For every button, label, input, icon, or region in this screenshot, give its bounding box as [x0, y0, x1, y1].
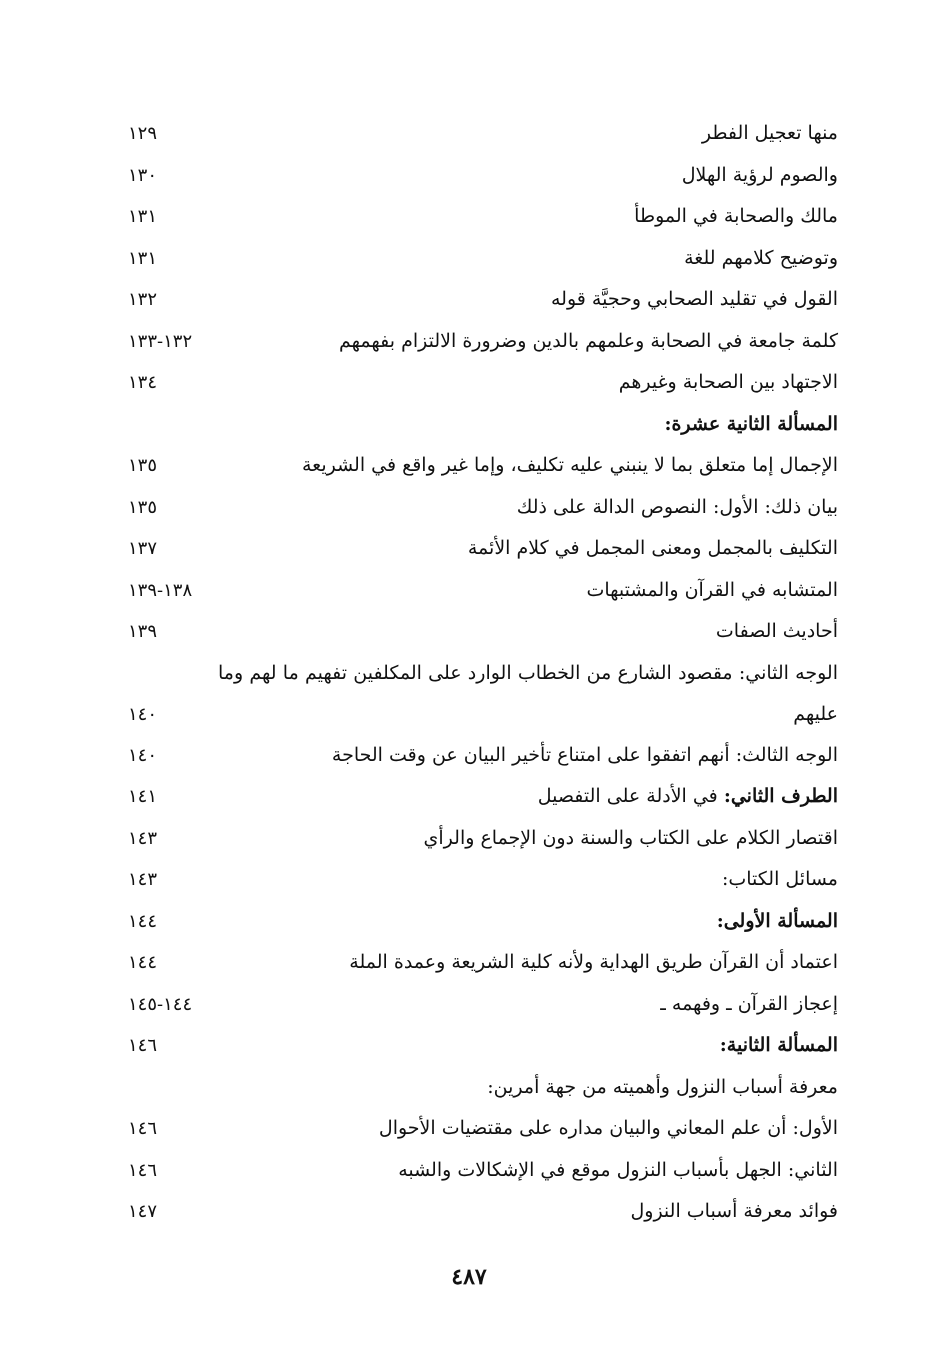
toc-entry: [128, 984, 838, 1026]
toc-entry: [128, 570, 838, 612]
toc-entry: [128, 279, 838, 321]
toc-entry: [128, 155, 838, 197]
toc-entry: [128, 196, 838, 238]
toc-entry-title: والصوم لرؤية الهلال: [681, 163, 838, 186]
toc-page-number: ١٣٢: [128, 289, 158, 310]
toc-entry: [128, 1025, 838, 1067]
toc-page-number: ١٤٠: [128, 744, 158, 766]
toc-entry-title: اعتماد أن القرآن طريق الهداية ولأنه كلية الشريعة وعمدة الملة: [349, 951, 838, 973]
toc-page-number: ١٤٣: [128, 827, 158, 849]
toc-entry-title: الاجتهاد بين الصحابة وغيرهم: [618, 371, 838, 393]
toc-entry-title: مسائل الكتاب:: [721, 868, 838, 890]
toc-entry-title: الوجه الثاني: مقصود الشارع من الخطاب الوارد على المكلفين تفهيم ما لهم وما عليهم: [218, 661, 838, 725]
toc-entry-title: كلمة جامعة في الصحابة وعلمهم بالدين وضرورة الالتزام بفهمهم: [339, 329, 838, 352]
toc-page-number: ١٤٤: [128, 952, 158, 973]
toc-page-number: ١٣٥: [128, 455, 158, 476]
toc-entry-title: اقتصار الكلام على الكتاب والسنة دون الإجماع والرأي: [423, 826, 838, 849]
toc-entry: [128, 901, 838, 943]
toc-entry: [128, 113, 838, 155]
table-of-contents: [128, 113, 838, 1233]
toc-page-number: ١٣٩: [128, 621, 158, 642]
toc-entry-title: فوائد معرفة أسباب النزول: [630, 1200, 838, 1222]
toc-page-number: ١٤٧: [128, 1201, 158, 1222]
toc-page-number: ١٤٦: [128, 1159, 158, 1181]
toc-entry-title: المتشابه في القرآن والمشتبهات: [586, 578, 838, 601]
toc-entry: [128, 859, 838, 901]
toc-entry: [128, 528, 838, 570]
toc-entry: [128, 445, 838, 487]
toc-section-heading: المسألة الثانية:: [719, 1034, 838, 1056]
toc-section-heading: المسألة الثانية عشرة:: [664, 412, 838, 435]
toc-entry: [128, 404, 838, 446]
toc-entry-title: إعجاز القرآن ـ وفهمه ـ: [660, 992, 838, 1015]
toc-section-heading: المسألة الأولى:: [716, 909, 838, 932]
toc-entry: [128, 776, 838, 818]
toc-page-number: ١٤٦: [128, 1118, 158, 1139]
toc-page-number: ١٣٨-١٣٩: [128, 579, 193, 601]
toc-entry: [128, 1191, 838, 1233]
toc-page-number: ١٣١: [128, 247, 158, 269]
toc-page-number: ١٢٩: [128, 123, 158, 144]
toc-entry-title: التكليف بالمجمل ومعنى المجمل في كلام الأئمة: [467, 537, 838, 559]
toc-page-number: ١٣٢-١٣٣: [128, 330, 193, 352]
toc-entry-title: القول في تقليد الصحابي وحجيَّة قوله: [550, 288, 838, 310]
toc-entry: [128, 818, 838, 860]
toc-entry-title: الثاني: الجهل بأسباب النزول موقع في الإشكالات والشبه: [398, 1158, 838, 1181]
toc-page-number: ١٣١: [128, 206, 158, 227]
toc-entry-title: الأول: أن علم المعاني والبيان مداره على مقتضيات الأحوال: [378, 1117, 838, 1139]
toc-entry-title: معرفة أسباب النزول وأهميته من جهة أمرين:: [487, 1075, 838, 1098]
toc-page-number: ١٤٠: [128, 703, 158, 725]
toc-entry-title: الطرف الثاني: في الأدلة على التفصيل: [537, 785, 838, 807]
toc-entry: [128, 942, 838, 984]
toc-page-number: ١٣٤: [128, 372, 158, 393]
toc-entry: [128, 653, 838, 735]
toc-entry-title: الإجمال إما متعلق بما لا ينبني عليه تكليف، وإما غير واقع في الشريعة: [301, 454, 838, 476]
toc-entry: [128, 1067, 838, 1109]
toc-page-number: ١٤٤: [128, 910, 158, 932]
toc-entry-title: بيان ذلك: الأول: النصوص الدالة على ذلك: [516, 495, 838, 518]
toc-entry-title: أحاديث الصفات: [715, 620, 838, 642]
toc-page-number: ١٣٠: [128, 164, 158, 186]
toc-page-number: ١٤١: [128, 786, 158, 807]
toc-page-number: ١٣٥: [128, 496, 158, 518]
toc-entry: [128, 735, 838, 777]
toc-entry: [128, 238, 838, 280]
toc-entry-title: وتوضيح كلامهم للغة: [684, 246, 838, 269]
toc-page-number: ١٣٧: [128, 538, 158, 559]
toc-page-number: ١٤٣: [128, 869, 158, 890]
page-number: ٤٨٧: [451, 1264, 487, 1290]
toc-entry: [128, 321, 838, 363]
toc-entry: [128, 1150, 838, 1192]
toc-entry-title: منها تعجيل الفطر: [701, 122, 838, 144]
toc-entry-title: مالك والصحابة في الموطأ: [634, 205, 838, 227]
toc-entry: [128, 362, 838, 404]
toc-entry: [128, 611, 838, 653]
toc-page-number: ١٤٦: [128, 1035, 158, 1056]
toc-entry-title: الوجه الثالث: أنهم اتفقوا على امتناع تأخير البيان عن وقت الحاجة: [331, 743, 838, 766]
toc-entry-lead: الطرف الثاني:: [723, 785, 838, 807]
toc-entry: [128, 1108, 838, 1150]
toc-entry: [128, 487, 838, 529]
toc-page-number: ١٤٤-١٤٥: [128, 993, 193, 1015]
